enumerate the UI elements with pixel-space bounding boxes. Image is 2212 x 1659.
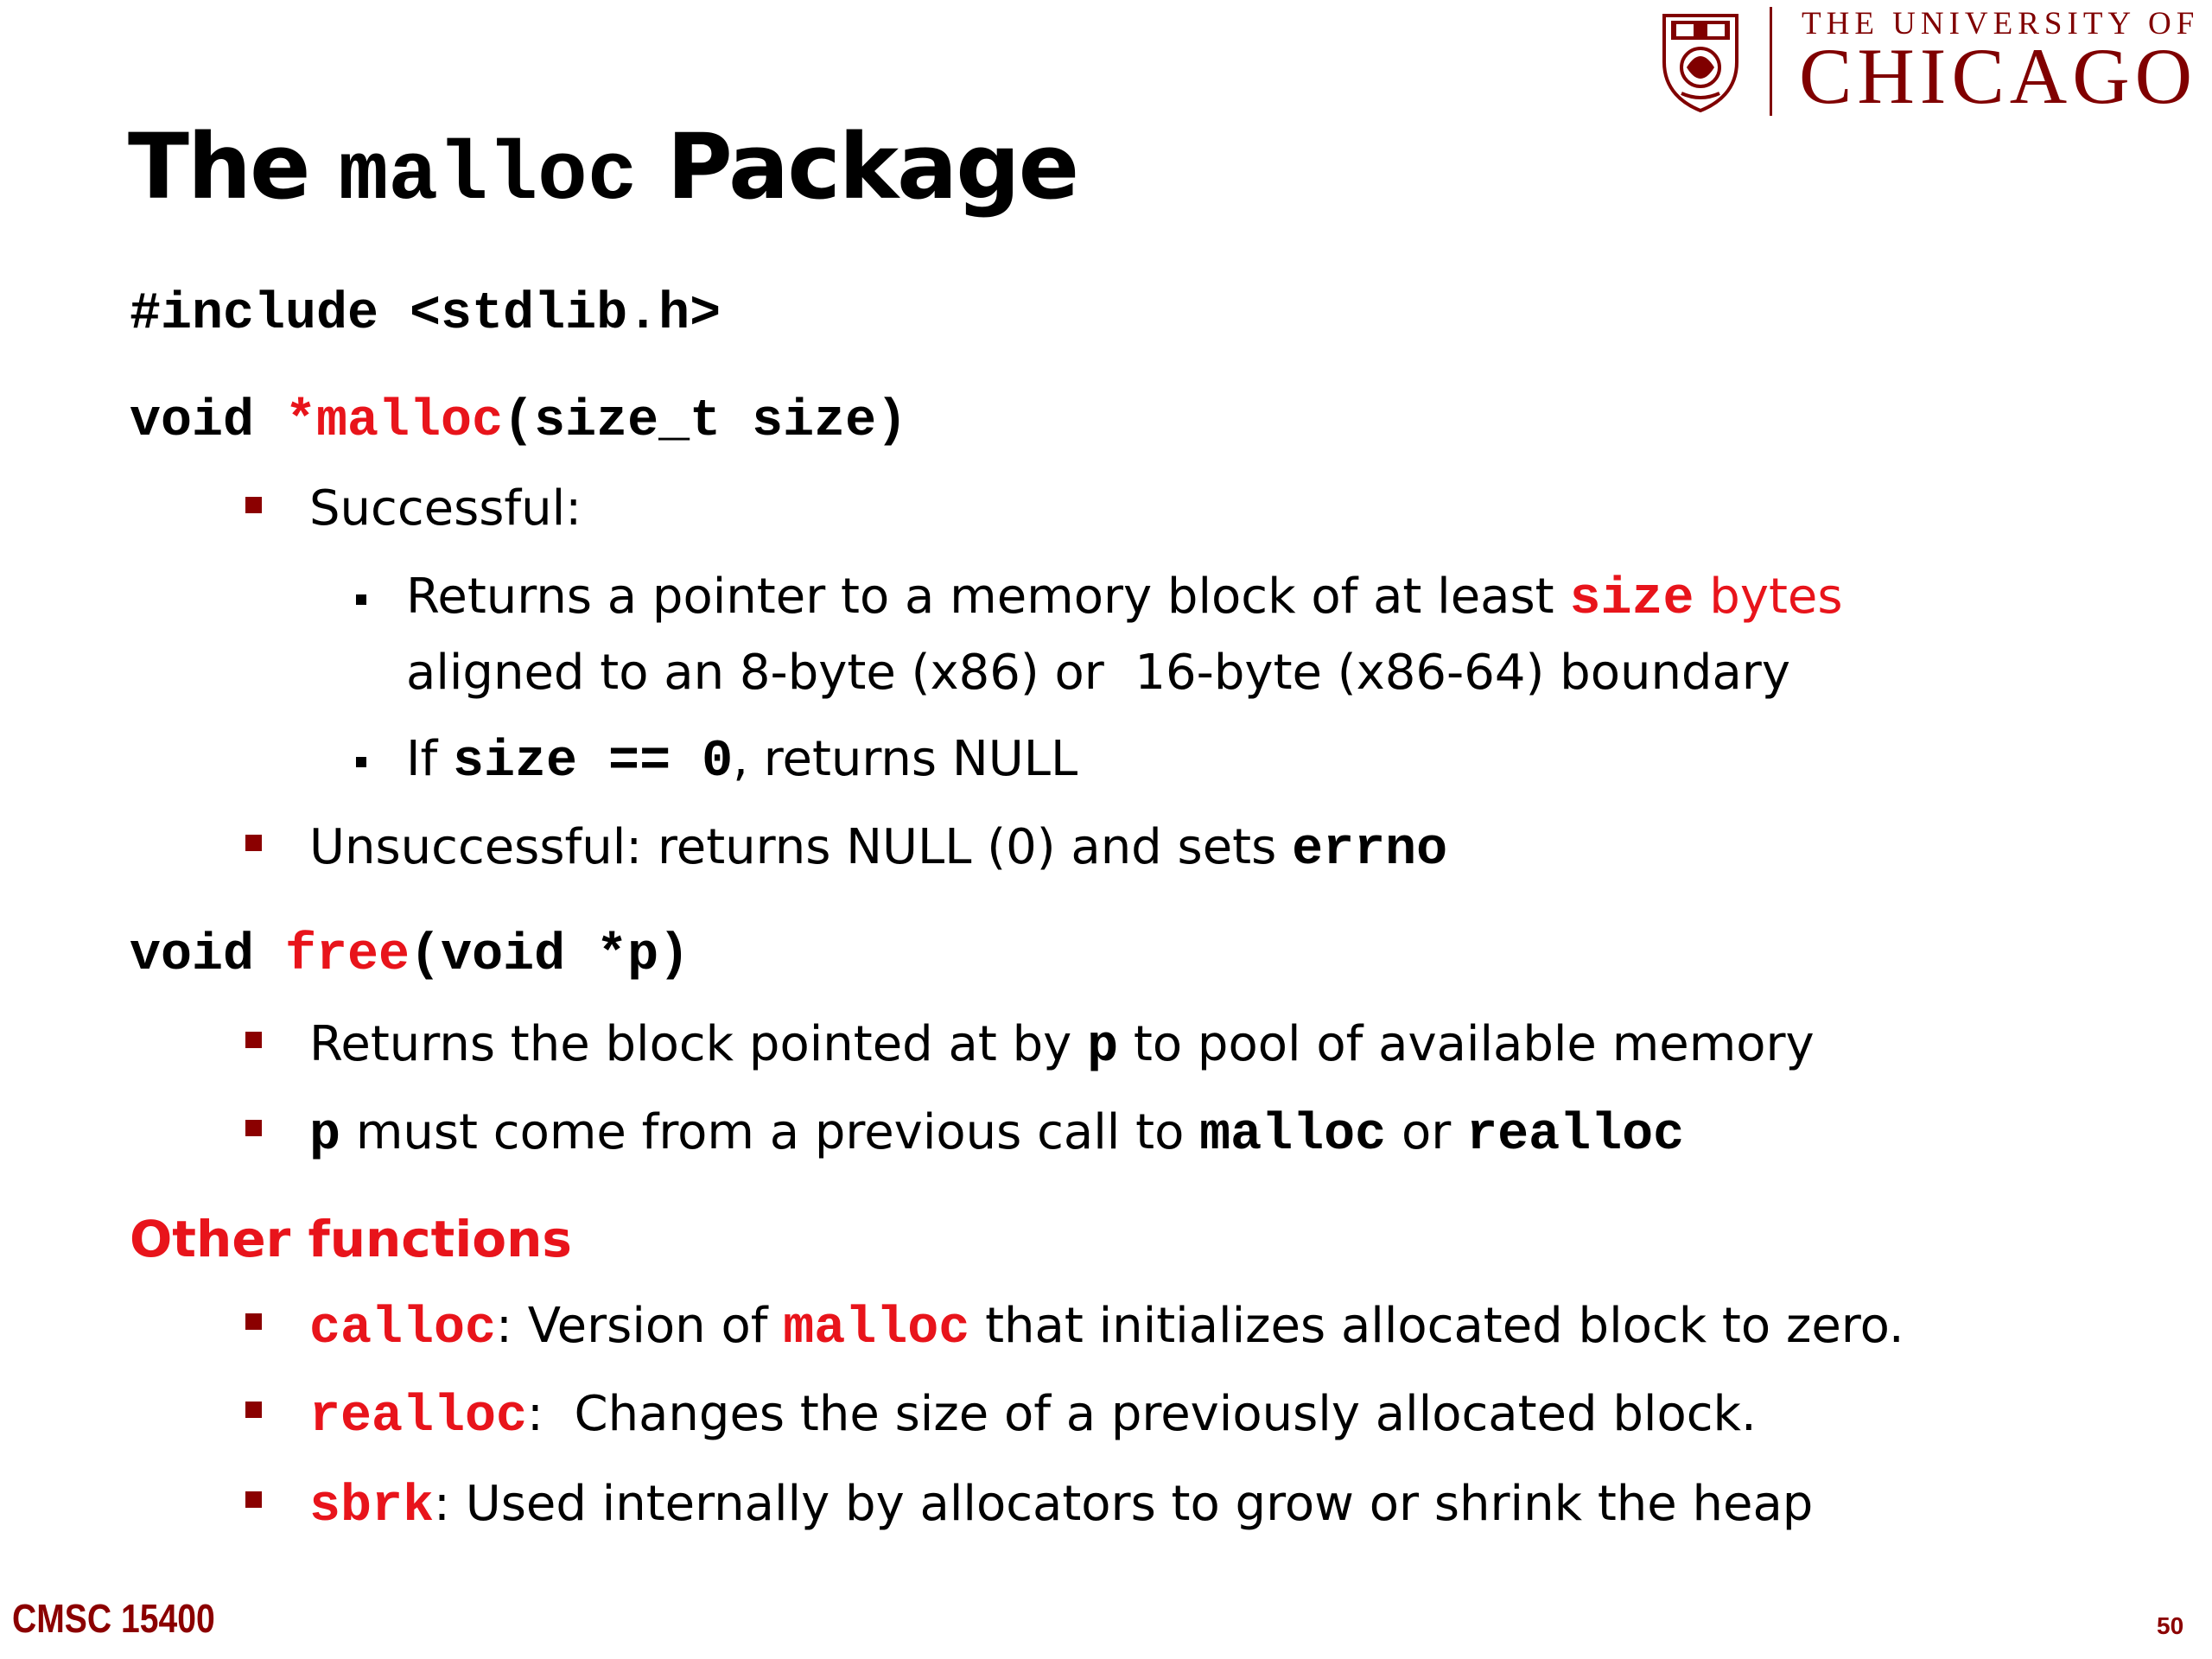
successful-item-1-text: Returns a pointer to a memory block of at least xyxy=(406,569,1570,625)
bullet-square xyxy=(245,1491,262,1508)
bullet-square xyxy=(245,1032,262,1048)
realloc-code: realloc xyxy=(1466,1106,1685,1165)
title-pre: The xyxy=(128,114,309,219)
bullet-small xyxy=(356,757,366,767)
successful-item-1-line2: aligned to an 8-byte (x86) or 16-byte (x86-64) boundary xyxy=(406,645,1790,701)
malloc-code: malloc xyxy=(783,1300,970,1358)
malloc-code: malloc xyxy=(1199,1106,1387,1165)
successful-item-1 xyxy=(406,569,1843,629)
calloc-tail: that initializes allocated block to zero. xyxy=(969,1298,1904,1354)
realloc-item xyxy=(309,1386,1757,1446)
realloc-code: realloc xyxy=(309,1388,528,1446)
calloc-code: calloc xyxy=(309,1300,497,1358)
or-text: or xyxy=(1386,1104,1467,1160)
title-code: malloc xyxy=(338,129,638,223)
slide-title xyxy=(128,114,1077,223)
size-zero-code: size == 0 xyxy=(453,733,734,791)
free-item-2 xyxy=(309,1104,1684,1165)
p-code: p xyxy=(309,1106,341,1165)
successful-label: Successful: xyxy=(309,480,582,537)
sbrk-item xyxy=(309,1476,1813,1536)
errno-code: errno xyxy=(1292,821,1448,880)
sbrk-text: : Used internally by allocators to grow or shrink the heap xyxy=(434,1476,1814,1532)
free-sig-params: (void *p) xyxy=(410,926,690,985)
university-crest-icon xyxy=(1657,10,1744,112)
university-name-main: CHICAGO xyxy=(1799,32,2198,120)
if-text: If xyxy=(406,731,454,787)
course-label: CMSC 15400 xyxy=(12,1596,215,1641)
realloc-text: : Changes the size of a previously allocated block. xyxy=(527,1386,1757,1442)
bullet-square xyxy=(245,1120,262,1136)
calloc-item xyxy=(309,1298,1904,1358)
bullet-small xyxy=(356,594,366,605)
university-name-top: THE UNIVERSITY OF xyxy=(1802,6,2200,41)
page-number: 50 xyxy=(2157,1612,2184,1639)
malloc-sig-name: *malloc xyxy=(285,392,504,451)
free-item-1 xyxy=(309,1016,1815,1077)
title-post: Package xyxy=(666,114,1078,219)
unsuccessful-text: Unsuccessful: returns NULL (0) and sets xyxy=(309,819,1293,875)
include-line: #include <stdlib.h> xyxy=(130,285,721,344)
free-sig-void: void xyxy=(130,926,286,985)
p-code: p xyxy=(1087,1018,1119,1077)
malloc-signature xyxy=(130,392,907,451)
returns-null-text: , returns NULL xyxy=(733,731,1078,787)
bullet-square xyxy=(245,835,262,851)
other-functions-heading: Other functions xyxy=(130,1210,572,1268)
free-item-1-tail: to pool of available memory xyxy=(1118,1016,1815,1072)
bullet-square xyxy=(245,1313,262,1330)
malloc-sig-void: void xyxy=(130,392,286,451)
calloc-text: : Version of xyxy=(496,1298,784,1354)
free-sig-name: free xyxy=(285,926,410,985)
free-item-1-text: Returns the block pointed at by xyxy=(309,1016,1088,1072)
logo-divider xyxy=(1770,7,1772,116)
free-item-2-text: must come from a previous call to xyxy=(340,1104,1200,1160)
free-signature xyxy=(130,926,690,985)
successful-item-2 xyxy=(406,731,1077,791)
bytes-text: bytes xyxy=(1694,569,1843,625)
size-code: size xyxy=(1569,570,1694,629)
bullet-square xyxy=(245,1402,262,1418)
bullet-square xyxy=(245,497,262,513)
unsuccessful-item xyxy=(309,819,1447,880)
sbrk-code: sbrk xyxy=(309,1478,435,1536)
malloc-sig-params: (size_t size) xyxy=(503,392,908,451)
